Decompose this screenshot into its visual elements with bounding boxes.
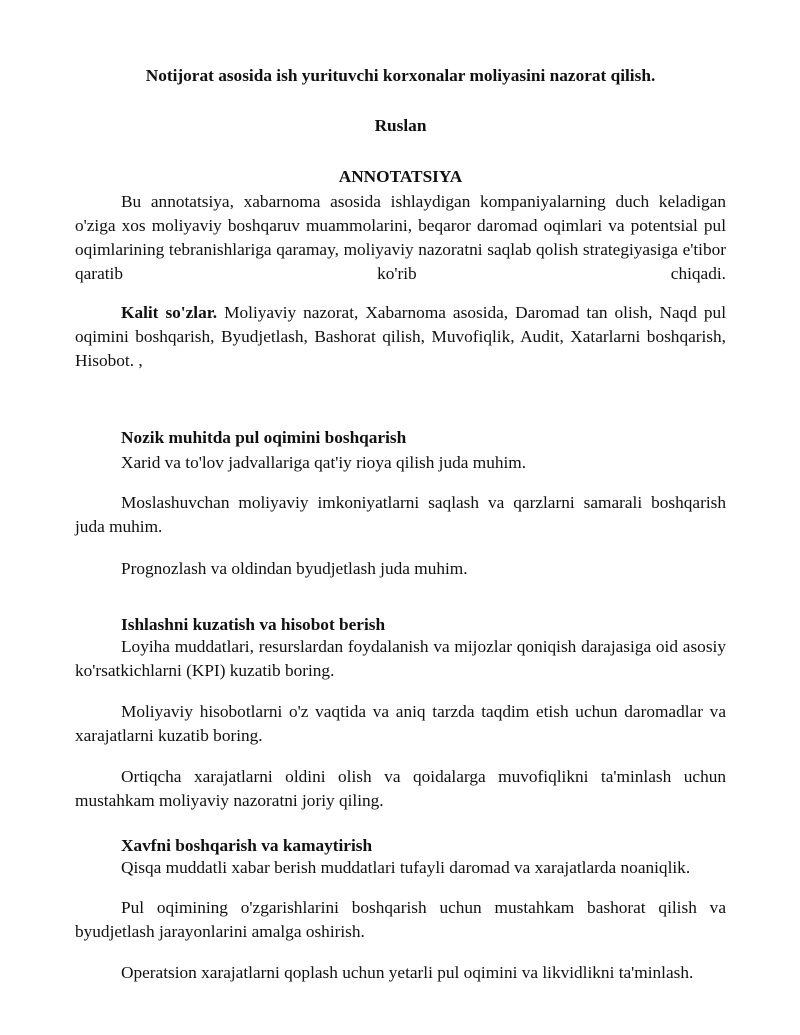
keywords-text: Moliyaviy nazorat, Xabarnoma asosida, Daromad tan olish, Naqd pul oqimini boshqarish, Byudjetlash, Bashorat qilish, Muvofiqlik, Audit, Xatarlarni boshqarish, Hisobot. ,: [75, 303, 726, 370]
document-author: Ruslan: [374, 116, 427, 135]
keywords-label: Kalit so'zlar.: [121, 303, 218, 322]
keywords-paragraph: [75, 301, 726, 373]
section-paragraph: Loyiha muddatlari, resurslardan foydalanish va mijozlar qoniqish darajasiga oid asosiy ko'rsatkichlarni (KPI) kuzatib boring.: [75, 637, 726, 680]
section-heading: Xavfni boshqarish va kamaytirish: [121, 836, 373, 855]
section-paragraph: Ortiqcha xarajatlarni oldini olish va qoidalarga muvofiqlikni ta'minlash uchun mustahkam moliyaviy nazoratni joriy qiling.: [75, 767, 726, 810]
annotation-paragraph: Bu annotatsiya, xabarnoma asosida ishlaydigan kompaniyalarning duch keladigan o'ziga xos moliyaviy boshqaruv muammolarini, beqaror daromad oqimlari va potentsial pul oqimlarining tebranishlariga qaramay, moliyaviy nazoratni saqlab qolish strategiyasiga e'tibor qaratib ko'rib chiqadi.: [75, 192, 726, 283]
section-paragraph: Moliyaviy hisobotlarni o'z vaqtida va aniq tarzda taqdim etish uchun daromadlar va xarajatlarni kuzatib boring.: [75, 702, 726, 745]
section-paragraph: Pul oqimining o'zgarishlarini boshqarish uchun mustahkam bashorat qilish va byudjetlash jarayonlarini amalga oshirish.: [75, 898, 726, 941]
section-paragraph: Operatsion xarajatlarni qoplash uchun yetarli pul oqimini va likvidlikni ta'minlash.: [121, 963, 694, 982]
section-paragraph: Xarid va to'lov jadvallariga qat'iy rioya qilish juda muhim.: [121, 453, 527, 472]
annotation-heading: ANNOTATSIYA: [338, 167, 463, 186]
document-title: Notijorat asosida ish yurituvchi korxonalar moliyasini nazorat qilish.: [145, 66, 656, 85]
section-paragraph: Qisqa muddatli xabar berish muddatlari tufayli daromad va xarajatlarda noaniqlik.: [121, 858, 691, 877]
section-heading: Nozik muhitda pul oqimini boshqarish: [121, 428, 407, 447]
section-paragraph: Moslashuvchan moliyaviy imkoniyatlarni saqlash va qarzlarni samarali boshqarish juda muhim.: [75, 493, 726, 536]
section-heading: Ishlashni kuzatish va hisobot berish: [121, 615, 386, 634]
section-paragraph: Prognozlash va oldindan byudjetlash juda muhim.: [121, 559, 468, 578]
